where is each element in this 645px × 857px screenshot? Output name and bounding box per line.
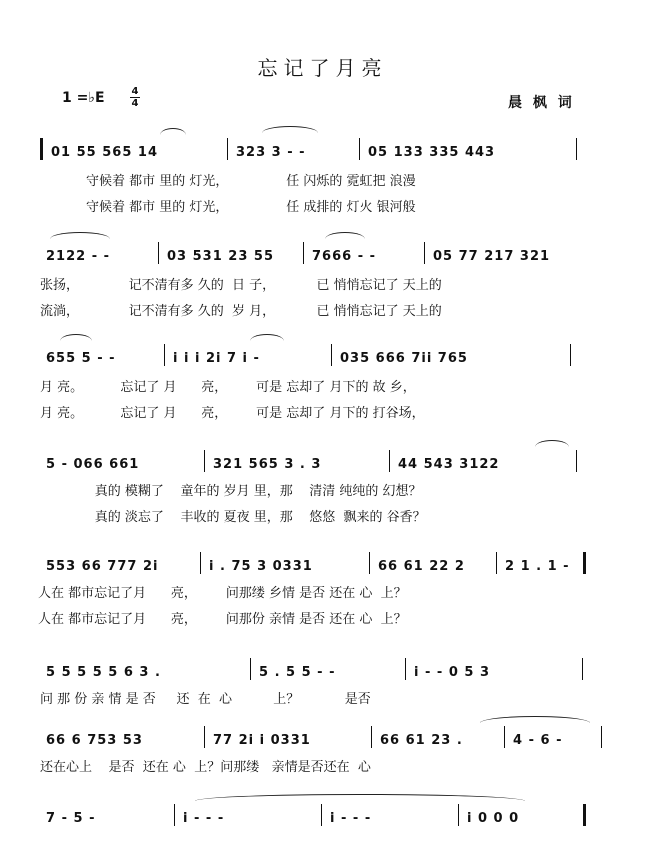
barline <box>582 658 583 680</box>
slur <box>60 334 92 341</box>
barline <box>424 242 425 264</box>
measure: 5 5 5 5 5 6 3 . <box>46 665 161 680</box>
measure: i - - - <box>183 811 225 826</box>
barline <box>250 658 251 680</box>
lyric-line-2: 月 亮。 忘记了 月 亮， 可是 忘却了 月下的 打谷场， <box>40 406 425 421</box>
measure: i i i 2i 7 i - <box>173 351 260 366</box>
slur <box>535 440 569 447</box>
slur <box>195 794 525 801</box>
measure: 321 565 3 . 3 <box>213 457 322 472</box>
measure: 2122 - - <box>46 249 111 264</box>
time-signature <box>130 86 140 109</box>
barline <box>227 138 228 160</box>
barline <box>321 804 322 826</box>
barline <box>174 804 175 826</box>
song-title: 忘记了月亮 <box>257 56 388 80</box>
barline <box>570 344 571 366</box>
barline <box>204 726 205 748</box>
barline <box>504 726 505 748</box>
measure: i 0 0 0 <box>467 811 520 826</box>
barline <box>389 450 390 472</box>
measure: 77 2i i 0331 <box>213 733 311 748</box>
barline <box>576 450 577 472</box>
barline <box>359 138 360 160</box>
lyric-line-1: 问 那 份 亲 情 是 否 还 在 心 上？ 是否 <box>40 692 371 707</box>
lyric-line-1: 月 亮。 忘记了 月 亮， 可是 忘却了 月下的 故 乡， <box>40 380 416 395</box>
lyric-line-1: 真的 模糊了 童年的 岁月 里，那 清清 纯纯的 幻想？ <box>70 484 422 499</box>
time-top: 4 <box>131 86 139 97</box>
slur <box>325 232 365 239</box>
barline <box>164 344 165 366</box>
barline <box>496 552 497 574</box>
measure: 66 61 22 2 <box>378 559 465 574</box>
barline <box>576 138 577 160</box>
slur <box>160 128 186 135</box>
barline <box>331 344 332 366</box>
measure: i - - - <box>330 811 372 826</box>
barline <box>369 552 370 574</box>
barline <box>158 242 159 264</box>
barline <box>204 450 205 472</box>
measure: 553 66 777 2i <box>46 559 159 574</box>
measure: 01 55 565 14 <box>51 145 158 160</box>
barline <box>601 726 602 748</box>
slur <box>50 232 110 239</box>
lyric-line-1: 还在心上 是否 还在 心 上？问那缕 亲情是否还在 心 <box>40 760 371 775</box>
measure: 655 5 - - <box>46 351 116 366</box>
measure: 05 77 217 321 <box>433 249 551 264</box>
lyric-line-1: 守候着 都市 里的 灯光， 任 闪烁的 霓虹把 浪漫 <box>86 174 416 189</box>
lyricist: 晨 枫 词 <box>508 95 575 111</box>
lyric-line-2: 真的 淡忘了 丰收的 夏夜 里，那 悠悠 飘来的 谷香？ <box>70 510 426 525</box>
measure: 66 61 23 . <box>380 733 463 748</box>
measure: 66 6 753 53 <box>46 733 143 748</box>
measure: 2 1 . 1 - <box>505 559 570 574</box>
measure: 4 - 6 - <box>513 733 563 748</box>
measure: 03 531 23 55 <box>167 249 274 264</box>
lyric-line-1: 人在 都市忘记了月 亮， 问那缕 乡情 是否 还在 心 上？ <box>38 586 407 601</box>
measure: i . 75 3 0331 <box>209 559 313 574</box>
barline <box>303 242 304 264</box>
barline <box>405 658 406 680</box>
measure: 05 133 335 443 <box>368 145 496 160</box>
measure: 7666 - - <box>312 249 377 264</box>
slur <box>250 334 284 341</box>
slur <box>480 716 590 723</box>
key-signature: 1 =♭E <box>62 90 105 106</box>
lyric-line-1: 张扬， 记不清有多 久的 日 子， 已 悄悄忘记了 天上的 <box>40 278 442 293</box>
barline <box>458 804 459 826</box>
measure: 7 - 5 - <box>46 811 96 826</box>
measure: 323 3 - - <box>236 145 306 160</box>
repeat-end <box>583 552 586 574</box>
lyric-line-2: 流淌， 记不清有多 久的 岁 月， 已 悄悄忘记了 天上的 <box>40 304 442 319</box>
final-barline <box>583 804 586 826</box>
measure: 44 543 3122 <box>398 457 500 472</box>
time-bottom: 4 <box>131 98 139 109</box>
lyric-line-2: 守候着 都市 里的 灯光， 任 成排的 灯火 银河般 <box>86 200 416 215</box>
measure: i - - 0 5 3 <box>414 665 491 680</box>
barline <box>200 552 201 574</box>
measure: 5 - 066 661 <box>46 457 140 472</box>
slur <box>262 126 318 133</box>
repeat-start <box>40 138 43 160</box>
measure: 035 666 7ii 765 <box>340 351 468 366</box>
barline <box>371 726 372 748</box>
lyric-line-2: 人在 都市忘记了月 亮， 问那份 亲情 是否 还在 心 上？ <box>38 612 407 627</box>
measure: 5 . 5 5 - - <box>259 665 336 680</box>
